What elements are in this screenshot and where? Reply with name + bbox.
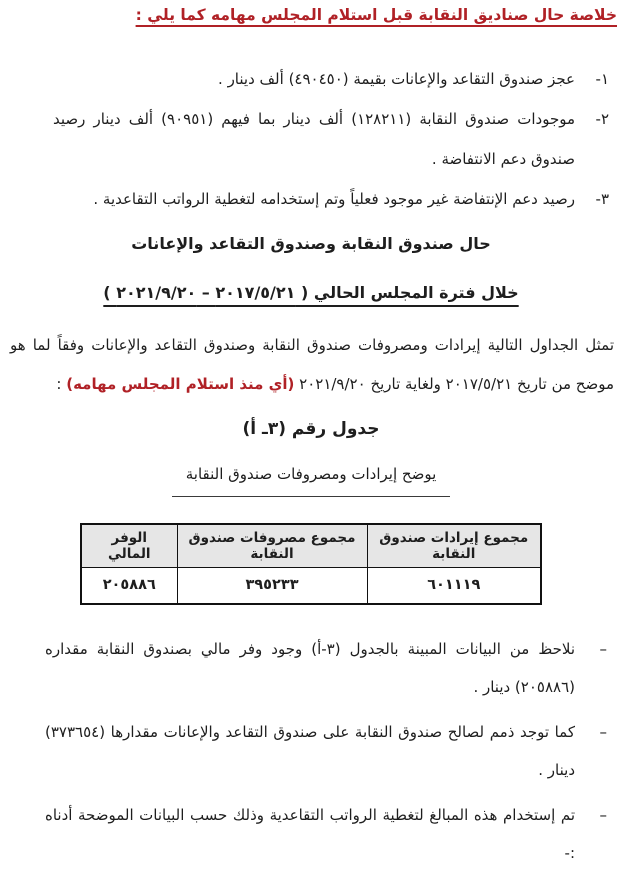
list-item-text: موجودات صندوق النقابة (١٢٨٢١١) ألف دينار بما فيهم (٩٠٩٥١) ألف دينار رصيد صندوق دعم الانتفاضة . [53, 110, 576, 168]
table-row [81, 567, 541, 604]
list-item [53, 179, 609, 219]
dash-marker: – [599, 723, 607, 741]
numbered-list [53, 59, 609, 219]
table-cell-expenses: ٣٩٥٢٣٣ [177, 567, 367, 604]
table-header-expenses: مجموع مصروفات صندوق النقابة [177, 524, 367, 567]
list-item [53, 59, 609, 99]
table-cell-savings: ٢٠٥٨٨٦ [81, 567, 177, 604]
list-item-number: ٢- [595, 110, 609, 128]
note-text: كما توجد ذمم لصالح صندوق النقابة على صندوق التقاعد والإعانات مقدارها (٣٧٣٦٥٤) دينار . [45, 723, 575, 779]
list-item-number: ٣- [595, 190, 609, 208]
list-item [45, 713, 607, 789]
list-item-text: رصيد دعم الإنتفاضة غير موجود فعلياً وتم إستخدامه لتغطية الرواتب التقاعدية . [93, 190, 575, 208]
table-subtitle: يوضح إيرادات ومصروفات صندوق النقابة [185, 465, 437, 483]
note-text: نلاحظ من البيانات المبينة بالجدول (٣-أ) وجود وفر مالي بصندوق النقابة مقداره (٢٠٥٨٨٦) دينار . [45, 640, 575, 696]
table-header-row [81, 524, 541, 567]
list-item [45, 630, 607, 706]
table-title: جدول رقم (٣ـ أ) [242, 419, 380, 439]
dash-marker: – [599, 806, 607, 824]
section-heading: حال صندوق النقابة وصندوق التقاعد والإعانات [131, 234, 491, 253]
list-item-text: عجز صندوق التقاعد والإعانات بقيمة (٤٩٠٤٥٠) ألف دينار . [218, 70, 575, 88]
paragraph-red-note: (أي منذ استلام المجلس مهامه) [66, 375, 295, 393]
note-text: تم إستخدام هذه المبالغ لتغطية الرواتب التقاعدية وذلك حسب البيانات الموضحة أدناه :- [45, 806, 575, 862]
dash-marker: – [599, 640, 607, 658]
list-item-number: ١- [595, 70, 609, 88]
table-header-savings: الوفر المالي [81, 524, 177, 567]
list-item [53, 99, 609, 179]
page-title: خلاصة حال صناديق النقابة قبل استلام المجلس مهامه كما يلي : [135, 6, 617, 24]
subtitle-divider [172, 496, 450, 497]
paragraph-colon: : [56, 375, 67, 393]
finance-table [80, 523, 542, 605]
table-header-revenues: مجموع إيرادات صندوق النقابة [367, 524, 541, 567]
intro-paragraph [10, 326, 614, 404]
notes-list [45, 630, 607, 872]
table-cell-revenues: ٦٠١١١٩ [367, 567, 541, 604]
paragraph-text: تمثل الجداول التالية إيرادات ومصروفات صندوق النقابة وصندوق التقاعد والإعانات وفقاً لما هو موضح من تاريخ ٢٠١٧/٥/٢١ ولغاية تاريخ ٢٠٢١/٩/٢٠ [10, 336, 614, 393]
list-item [45, 796, 607, 872]
section-subheading-period: خلال فترة المجلس الحالي ( ٢٠١٧/٥/٢١ – ٢٠٢١/٩/٢٠ ) [103, 283, 519, 302]
